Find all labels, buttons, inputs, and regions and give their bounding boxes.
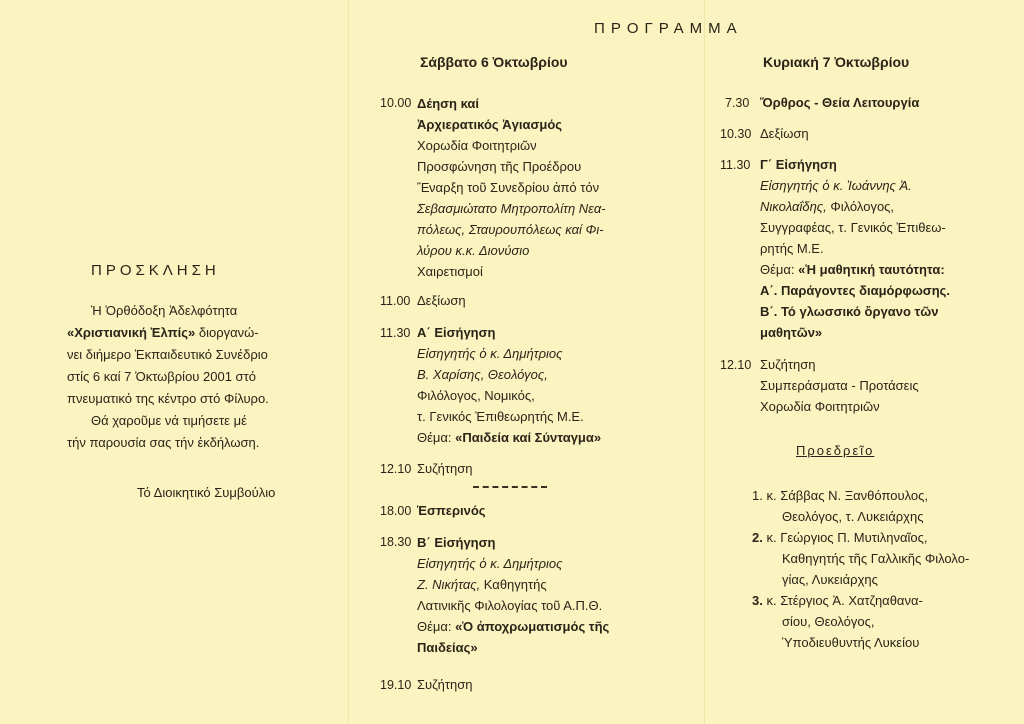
- speaker-name: Νικολαΐδης,: [760, 199, 827, 214]
- session-line: Β. Χαρίσης, Θεολόγος,: [417, 367, 548, 382]
- invitation-line: [67, 322, 301, 344]
- session-line: τ. Γενικός Ἐπιθεωρητής Μ.Ε.: [417, 409, 584, 424]
- session-discussion: [417, 458, 473, 479]
- sunday-heading: Κυριακή 7 Ὀκτωβρίου: [763, 54, 910, 70]
- saturday-heading: Σάββατο 6 Ὀκτωβρίου: [420, 54, 568, 70]
- session-line: Χορωδία Φοιτητριῶν: [417, 138, 537, 153]
- session-line: Β΄. Τό γλωσσικό ὄργανο τῶν: [760, 304, 939, 319]
- time-label: 18.00: [380, 504, 412, 518]
- session-discussion-2: [417, 674, 473, 695]
- session-line: Β΄ Εἰσήγηση: [417, 535, 496, 550]
- member-detail: Θεολόγος, τ. Λυκειάρχης: [782, 509, 924, 524]
- session-line: Προσφώνηση τῆς Προέδρου: [417, 159, 582, 174]
- session-line: Γ΄ Εἰσήγηση: [760, 157, 837, 172]
- invitation-line: νει διήμερο Ἐκπαιδευτικό Συνέδριο: [67, 347, 268, 362]
- member-name: κ. Γεώργιος Π. Μυτιληναῖος,: [766, 530, 928, 545]
- invitation-line: στίς 6 καί 7 Ὀκτωβρίου 2001 στό: [67, 369, 256, 384]
- presidium-title: Προεδρεῖο: [796, 443, 875, 458]
- session-line: Ὄρθρος - Θεία Λειτουργία: [760, 95, 920, 110]
- session-line: Συζήτηση: [760, 357, 816, 372]
- session-closing: [760, 354, 919, 417]
- session-line: Χορωδία Φοιτητριῶν: [760, 399, 880, 414]
- session-opening: [417, 93, 606, 282]
- session-line: Συζήτηση: [417, 677, 473, 692]
- time-label: 7.30: [725, 96, 750, 110]
- session-line: [760, 196, 950, 217]
- session-line: Α΄ Εἰσήγηση: [417, 325, 496, 340]
- session-line: Δεξίωση: [417, 293, 466, 308]
- member-number: 2.: [752, 530, 763, 545]
- session-line: ρητής Μ.Ε.: [760, 241, 824, 256]
- session-reception: [417, 290, 466, 311]
- time-label: 11.30: [380, 326, 411, 340]
- speaker-title: Φιλόλογος,: [826, 199, 895, 214]
- presidium-member: [752, 527, 969, 548]
- session-line: Χαιρετισμοί: [417, 264, 483, 279]
- session-line: Εἰσηγητής ὁ κ. Ἰωάννης Ἀ.: [760, 178, 912, 193]
- theme-label: Θέμα:: [417, 619, 456, 634]
- session-line: Δέηση καί: [417, 96, 480, 111]
- session-orthros: [760, 92, 919, 113]
- session-line: Ἀρχιερατικός Ἁγιασμός: [417, 117, 563, 132]
- member-name: κ. Στέργιος Ἀ. Χατζηαθανα-: [766, 593, 923, 608]
- time-label: 18.30: [380, 535, 412, 549]
- member-detail: γίας, Λυκειάρχης: [782, 572, 878, 587]
- session-line: Συγγραφέας, τ. Γενικός Ἐπιθεω-: [760, 220, 946, 235]
- session-vespers: [417, 500, 486, 521]
- session-line: Ἔναρξη τοῦ Συνεδρίου ἀπό τόν: [417, 180, 600, 195]
- member-number: 3.: [752, 593, 763, 608]
- theme-title: «Ὁ ἀποχρωματισμός τῆς: [455, 619, 610, 634]
- invitation-signature: Τό Διοικητικό Συμβούλιο: [137, 485, 276, 500]
- session-line: [417, 427, 601, 448]
- fold-line-right: [704, 0, 705, 724]
- organization-name: «Χριστιανική Ἐλπίς»: [67, 325, 196, 340]
- session-talk-c: [760, 154, 950, 343]
- program-title: ΠΡΟΓΡΑΜΜΑ: [594, 20, 743, 37]
- fold-line-left: [348, 0, 349, 724]
- session-line: Συζήτηση: [417, 461, 473, 476]
- presidium-member: [752, 590, 969, 611]
- session-line: Εἰσηγητής ὁ κ. Δημήτριος: [417, 556, 563, 571]
- session-line: Εἰσηγητής ὁ κ. Δημήτριος: [417, 346, 563, 361]
- time-label: 12.10: [720, 358, 752, 372]
- invitation-line: Ἡ Ὀρθόδοξη Ἀδελφότητα: [91, 303, 238, 318]
- session-line: Ἑσπερινός: [417, 503, 486, 518]
- speaker-name: Ζ. Νικήτας,: [417, 577, 481, 592]
- session-line: μαθητῶν»: [760, 325, 823, 340]
- member-detail: Καθηγητής τῆς Γαλλικῆς Φιλολο-: [782, 551, 970, 566]
- presidium-list: [752, 485, 969, 653]
- invitation-text: [67, 300, 301, 454]
- presidium-member: [752, 485, 969, 506]
- time-label: 11.00: [380, 294, 411, 308]
- invitation-line: πνευματικό της κέντρο στό Φίλυρο.: [67, 391, 269, 406]
- session-line: [417, 616, 609, 637]
- session-line: Α΄. Παράγοντες διαμόρφωσης.: [760, 283, 951, 298]
- speaker-title: Καθηγητής: [480, 577, 547, 592]
- invitation-title: ΠΡΟΣΚΛΗΣΗ: [91, 262, 220, 279]
- session-talk-a: [417, 322, 601, 448]
- invitation-line: τήν παρουσία σας τήν ἐκδήλωση.: [67, 435, 260, 450]
- time-label: 19.10: [380, 678, 412, 692]
- theme-title: «Παιδεία καί Σύνταγμα»: [455, 430, 602, 445]
- time-label: 10.00: [380, 96, 412, 110]
- session-reception: [760, 123, 809, 144]
- section-divider: [473, 486, 547, 488]
- session-talk-b: [417, 532, 609, 658]
- member-name: κ. Σάββας Ν. Ξανθόπουλος,: [766, 488, 928, 503]
- session-line: Σεβασμιώτατο Μητροπολίτη Νεα-: [417, 201, 606, 216]
- invitation-line: Θά χαροῦμε νά τιμήσετε μέ: [91, 413, 247, 428]
- session-line: Λατινικῆς Φιλολογίας τοῦ Α.Π.Θ.: [417, 598, 603, 613]
- session-line: [760, 259, 950, 280]
- session-line: πόλεως, Σταυρουπόλεως καί Φι-: [417, 222, 604, 237]
- theme-label: Θέμα:: [417, 430, 456, 445]
- member-number: 1.: [752, 488, 763, 503]
- session-line: [417, 574, 609, 595]
- session-line: λύρου κ.κ. Διονύσιο: [417, 243, 530, 258]
- member-detail: Ὑποδιευθυντής Λυκείου: [782, 635, 920, 650]
- invitation-line-part: διοργανώ-: [195, 325, 259, 340]
- time-label: 12.10: [380, 462, 412, 476]
- theme-label: Θέμα:: [760, 262, 799, 277]
- session-line: Συμπεράσματα - Προτάσεις: [760, 378, 919, 393]
- session-line: Δεξίωση: [760, 126, 809, 141]
- member-detail: σίου, Θεολόγος,: [782, 614, 875, 629]
- theme-title: «Ἡ μαθητική ταυτότητα:: [798, 262, 945, 277]
- session-line: Φιλόλογος, Νομικός,: [417, 388, 535, 403]
- session-line: Παιδείας»: [417, 640, 478, 655]
- time-label: 10.30: [720, 127, 752, 141]
- time-label: 11.30: [720, 158, 751, 172]
